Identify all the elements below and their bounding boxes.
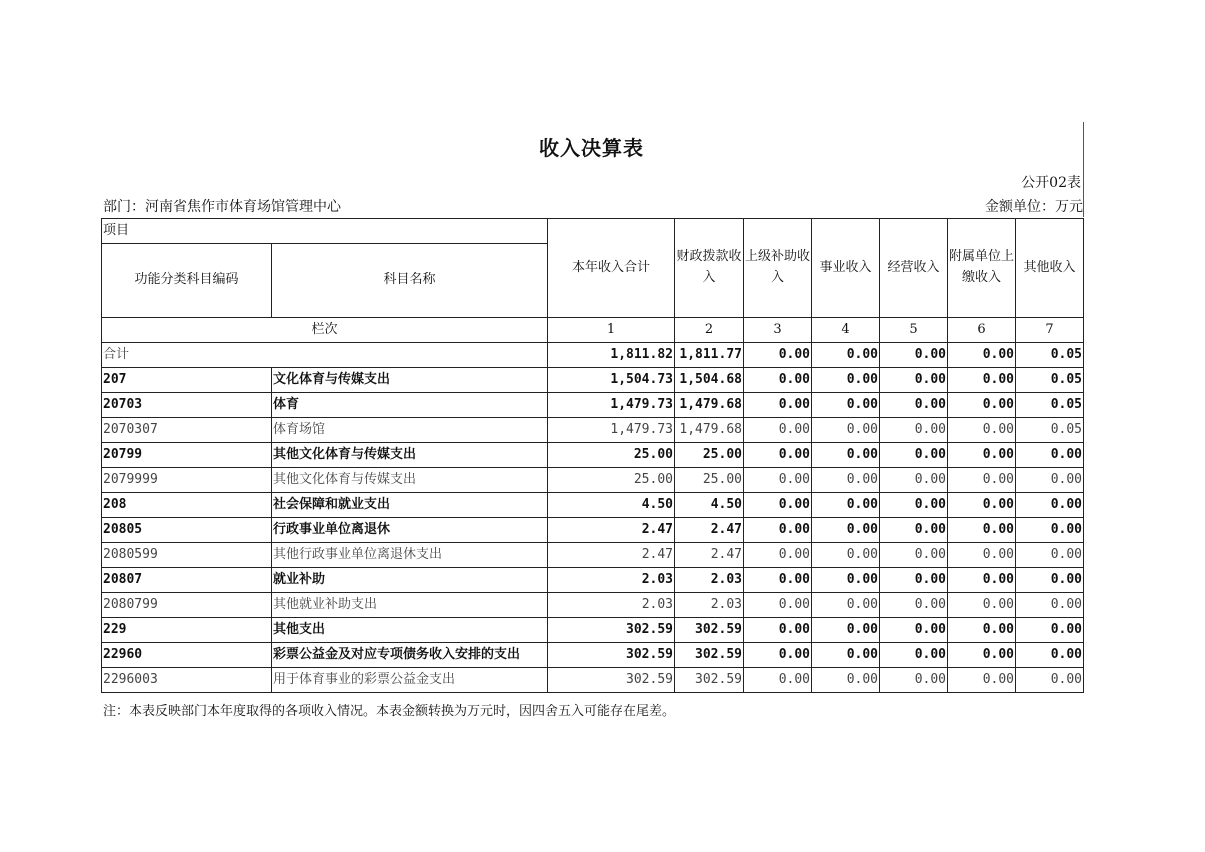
row-value: 0.00 <box>880 518 948 543</box>
row-value: 0.00 <box>744 468 812 493</box>
row-value: 302.59 <box>675 643 744 668</box>
row-value: 0.00 <box>812 418 880 443</box>
header-col-business: 事业收入 <box>812 219 880 318</box>
table-row <box>102 568 1084 593</box>
income-table <box>101 218 1084 693</box>
row-code: 20805 <box>102 518 272 543</box>
row-value: 0.00 <box>812 393 880 418</box>
total-value: 1,811.82 <box>548 343 675 368</box>
row-value: 0.00 <box>880 543 948 568</box>
table-row <box>102 543 1084 568</box>
row-value: 0.00 <box>1016 618 1084 643</box>
amount-unit-label: 金额单位：万元 <box>985 199 1083 215</box>
row-code: 229 <box>102 618 272 643</box>
total-value: 0.00 <box>812 343 880 368</box>
row-value: 302.59 <box>548 668 675 693</box>
row-value: 0.00 <box>948 468 1016 493</box>
row-value: 0.00 <box>880 418 948 443</box>
row-value: 2.47 <box>548 543 675 568</box>
table-row <box>102 468 1084 493</box>
column-number: 1 <box>548 318 675 343</box>
column-number: 3 <box>744 318 812 343</box>
row-value: 1,504.68 <box>675 368 744 393</box>
row-value: 25.00 <box>675 443 744 468</box>
row-value: 1,479.68 <box>675 393 744 418</box>
row-value: 0.00 <box>948 518 1016 543</box>
row-value: 0.05 <box>1016 368 1084 393</box>
row-value: 0.00 <box>948 568 1016 593</box>
total-value: 0.00 <box>880 343 948 368</box>
row-name: 彩票公益金及对应专项债务收入安排的支出 <box>272 643 548 668</box>
row-code: 2080799 <box>102 593 272 618</box>
row-value: 0.00 <box>744 618 812 643</box>
header-col-affiliated: 附属单位上缴收入 <box>948 219 1016 318</box>
row-name: 其他行政事业单位离退休支出 <box>272 543 548 568</box>
row-value: 0.00 <box>1016 443 1084 468</box>
table-row <box>102 443 1084 468</box>
row-value: 0.00 <box>744 668 812 693</box>
table-row <box>102 393 1084 418</box>
header-col-total: 本年收入合计 <box>548 219 675 318</box>
row-value: 0.00 <box>880 568 948 593</box>
row-value: 0.00 <box>1016 468 1084 493</box>
header-col-fiscal: 财政拨款收入 <box>675 219 744 318</box>
row-value: 25.00 <box>548 468 675 493</box>
row-value: 302.59 <box>675 668 744 693</box>
row-code: 207 <box>102 368 272 393</box>
header-col-other: 其他收入 <box>1016 219 1084 318</box>
row-code: 2080599 <box>102 543 272 568</box>
row-code: 20807 <box>102 568 272 593</box>
total-value: 0.00 <box>948 343 1016 368</box>
table-row <box>102 368 1084 393</box>
row-value: 2.03 <box>548 593 675 618</box>
column-number: 5 <box>880 318 948 343</box>
row-value: 2.03 <box>675 568 744 593</box>
row-value: 302.59 <box>548 643 675 668</box>
row-value: 0.00 <box>744 443 812 468</box>
row-value: 0.00 <box>880 493 948 518</box>
row-value: 0.00 <box>744 518 812 543</box>
row-value: 0.00 <box>812 443 880 468</box>
row-value: 0.00 <box>1016 518 1084 543</box>
row-name: 行政事业单位离退休 <box>272 518 548 543</box>
row-value: 0.00 <box>744 418 812 443</box>
footnote: 注：本表反映部门本年度取得的各项收入情况。本表金额转换为万元时，因四舍五入可能存在尾差。 <box>103 704 676 719</box>
row-value: 0.05 <box>1016 418 1084 443</box>
row-value: 0.00 <box>812 543 880 568</box>
row-code: 208 <box>102 493 272 518</box>
row-value: 0.00 <box>1016 643 1084 668</box>
total-value: 1,811.77 <box>675 343 744 368</box>
row-value: 302.59 <box>675 618 744 643</box>
row-value: 0.00 <box>948 418 1016 443</box>
row-value: 0.00 <box>948 668 1016 693</box>
header-name: 科目名称 <box>272 244 548 318</box>
row-value: 2.47 <box>675 518 744 543</box>
row-value: 25.00 <box>548 443 675 468</box>
row-value: 0.00 <box>744 593 812 618</box>
row-value: 1,479.73 <box>548 393 675 418</box>
row-value: 2.47 <box>548 518 675 543</box>
row-value: 4.50 <box>548 493 675 518</box>
row-name: 体育场馆 <box>272 418 548 443</box>
row-code: 22960 <box>102 643 272 668</box>
row-value: 0.00 <box>948 493 1016 518</box>
total-label: 合计 <box>102 343 548 368</box>
row-code: 20703 <box>102 393 272 418</box>
table-row <box>102 518 1084 543</box>
row-value: 0.00 <box>812 618 880 643</box>
row-code: 20799 <box>102 443 272 468</box>
row-value: 0.00 <box>812 518 880 543</box>
total-value: 0.05 <box>1016 343 1084 368</box>
row-value: 0.00 <box>1016 568 1084 593</box>
department-label: 部门：河南省焦作市体育场馆管理中心 <box>103 199 341 215</box>
table-row <box>102 643 1084 668</box>
row-value: 0.00 <box>744 568 812 593</box>
row-name: 其他就业补助支出 <box>272 593 548 618</box>
table-row <box>102 618 1084 643</box>
row-name: 就业补助 <box>272 568 548 593</box>
row-name: 社会保障和就业支出 <box>272 493 548 518</box>
table-row <box>102 418 1084 443</box>
row-value: 0.00 <box>812 568 880 593</box>
row-value: 0.00 <box>880 593 948 618</box>
row-value: 1,479.73 <box>548 418 675 443</box>
row-name: 体育 <box>272 393 548 418</box>
total-value: 0.00 <box>744 343 812 368</box>
row-value: 0.00 <box>948 643 1016 668</box>
column-number: 4 <box>812 318 880 343</box>
row-value: 0.00 <box>948 443 1016 468</box>
row-value: 0.00 <box>880 618 948 643</box>
row-value: 2.03 <box>548 568 675 593</box>
row-value: 0.00 <box>812 643 880 668</box>
row-value: 0.05 <box>1016 393 1084 418</box>
header-col-operating: 经营收入 <box>880 219 948 318</box>
form-number: 公开02表 <box>1021 175 1081 191</box>
column-number: 2 <box>675 318 744 343</box>
row-code: 2296003 <box>102 668 272 693</box>
row-value: 0.00 <box>880 668 948 693</box>
row-value: 0.00 <box>948 593 1016 618</box>
row-value: 1,479.68 <box>675 418 744 443</box>
row-value: 0.00 <box>1016 493 1084 518</box>
header-code: 功能分类科目编码 <box>102 244 272 318</box>
row-value: 0.00 <box>744 543 812 568</box>
row-value: 0.00 <box>744 493 812 518</box>
row-value: 0.00 <box>948 368 1016 393</box>
row-name: 用于体育事业的彩票公益金支出 <box>272 668 548 693</box>
total-row <box>102 343 1084 368</box>
row-name: 其他文化体育与传媒支出 <box>272 468 548 493</box>
table-row <box>102 493 1084 518</box>
header-col-superior: 上级补助收入 <box>744 219 812 318</box>
row-value: 0.00 <box>880 468 948 493</box>
row-value: 0.00 <box>948 543 1016 568</box>
row-value: 0.00 <box>880 368 948 393</box>
row-value: 0.00 <box>812 668 880 693</box>
row-code: 2079999 <box>102 468 272 493</box>
row-value: 0.00 <box>812 468 880 493</box>
row-value: 2.03 <box>675 593 744 618</box>
row-name: 其他支出 <box>272 618 548 643</box>
row-value: 4.50 <box>675 493 744 518</box>
row-value: 0.00 <box>880 643 948 668</box>
table-row <box>102 593 1084 618</box>
column-number: 7 <box>1016 318 1084 343</box>
report-title: 收入决算表 <box>539 136 644 160</box>
row-value: 0.00 <box>812 368 880 393</box>
row-value: 0.00 <box>880 443 948 468</box>
row-value: 0.00 <box>948 393 1016 418</box>
column-index-label: 栏次 <box>102 318 548 343</box>
row-value: 0.00 <box>1016 543 1084 568</box>
row-value: 0.00 <box>948 618 1016 643</box>
table-row <box>102 668 1084 693</box>
row-value: 0.00 <box>812 593 880 618</box>
row-value: 302.59 <box>548 618 675 643</box>
row-value: 0.00 <box>744 393 812 418</box>
row-value: 2.47 <box>675 543 744 568</box>
row-value: 25.00 <box>675 468 744 493</box>
row-name: 其他文化体育与传媒支出 <box>272 443 548 468</box>
row-value: 0.00 <box>744 643 812 668</box>
row-value: 0.00 <box>1016 593 1084 618</box>
row-value: 0.00 <box>1016 668 1084 693</box>
row-name: 文化体育与传媒支出 <box>272 368 548 393</box>
row-value: 1,504.73 <box>548 368 675 393</box>
row-value: 0.00 <box>812 493 880 518</box>
row-value: 0.00 <box>880 393 948 418</box>
column-number: 6 <box>948 318 1016 343</box>
header-project: 项目 <box>102 219 548 244</box>
row-code: 2070307 <box>102 418 272 443</box>
row-value: 0.00 <box>744 368 812 393</box>
